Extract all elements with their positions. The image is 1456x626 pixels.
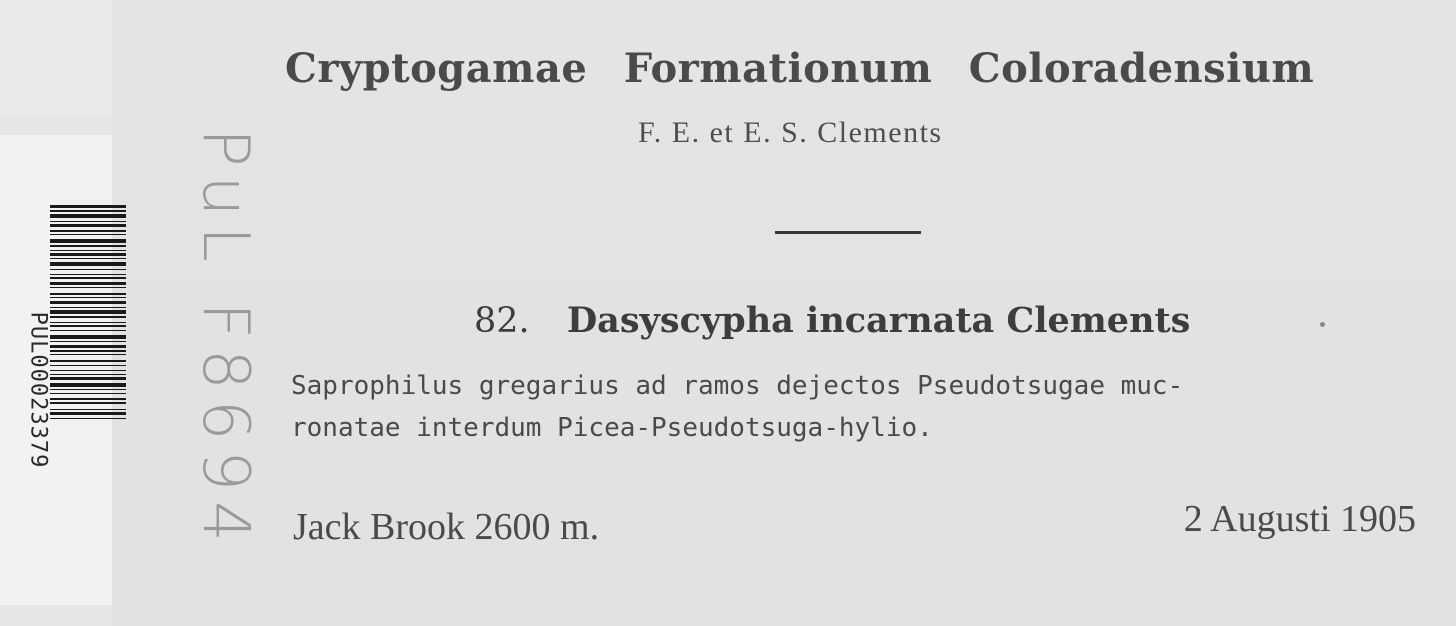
barcode-bar (50, 287, 126, 288)
habitat-description (291, 365, 1406, 449)
barcode-bar (50, 370, 126, 371)
barcode-bar (50, 330, 126, 331)
barcode-bar (50, 277, 126, 279)
barcode-bar (50, 360, 126, 362)
barcode-bar (50, 365, 126, 366)
barcode-bar (50, 325, 126, 327)
barcode-bar (50, 274, 126, 275)
barcode-bar (50, 418, 126, 419)
barcode-bar (50, 409, 126, 410)
species-heading (474, 300, 1190, 341)
barcode-bar (50, 350, 126, 352)
barcode-bar (50, 412, 126, 415)
top-paper-block (0, 0, 112, 118)
barcode-bar (50, 322, 126, 323)
barcode-bar (50, 234, 126, 235)
description-line: ronatae interdum Picea-Pseudotsuga-hylio. (291, 413, 933, 443)
barcode-bar (50, 221, 126, 222)
species-number: 82. (474, 301, 530, 341)
handwritten-accession-number: PuL F8694 (188, 128, 262, 552)
barcode-bar (50, 335, 126, 339)
ink-dot (1320, 322, 1325, 327)
barcode-bar (50, 258, 126, 259)
collection-locality: Jack Brook 2600 m. (293, 506, 600, 548)
description-line: Saprophilus gregarius ad ramos dejectos Pseudotsugae muc- (291, 371, 1184, 401)
barcode-bar (50, 239, 126, 243)
barcode-bar (50, 245, 126, 247)
barcode-bar (50, 354, 126, 355)
barcode-bar (50, 250, 126, 251)
label-title: Cryptogamae Formationum Coloradensium (285, 45, 1315, 92)
barcode-bar (50, 383, 126, 387)
barcode-bar (50, 377, 126, 380)
barcode-bar (50, 398, 126, 400)
barcode-bar (50, 210, 126, 212)
barcode-bar (50, 293, 126, 295)
barcode-bar (50, 224, 126, 227)
barcode-bar (50, 389, 126, 390)
species-name: Dasyscypha incarnata Clements (566, 300, 1191, 341)
barcode-bar (50, 269, 126, 270)
barcode-bar (50, 402, 126, 404)
barcode-bar (50, 262, 126, 266)
barcode-bar (50, 341, 126, 342)
barcode-bar (50, 307, 126, 308)
barcode (50, 205, 126, 575)
barcode-number: PUL00023379 (25, 311, 51, 469)
barcode-bar (50, 393, 126, 394)
barcode-bar (50, 297, 126, 298)
barcode-bar (50, 230, 126, 232)
barcode-bar (50, 205, 126, 208)
barcode-bar (50, 253, 126, 256)
barcode-bar (50, 282, 126, 285)
divider-rule (775, 231, 921, 234)
barcode-bar (50, 310, 126, 314)
collection-date: 2 Augusti 1905 (1183, 498, 1416, 540)
barcode-bar (50, 374, 126, 375)
barcode-bar (50, 345, 126, 348)
barcode-bar (50, 214, 126, 218)
barcode-bar (50, 301, 126, 304)
label-authors: F. E. et E. S. Clements (638, 116, 943, 149)
barcode-bar (50, 316, 126, 318)
